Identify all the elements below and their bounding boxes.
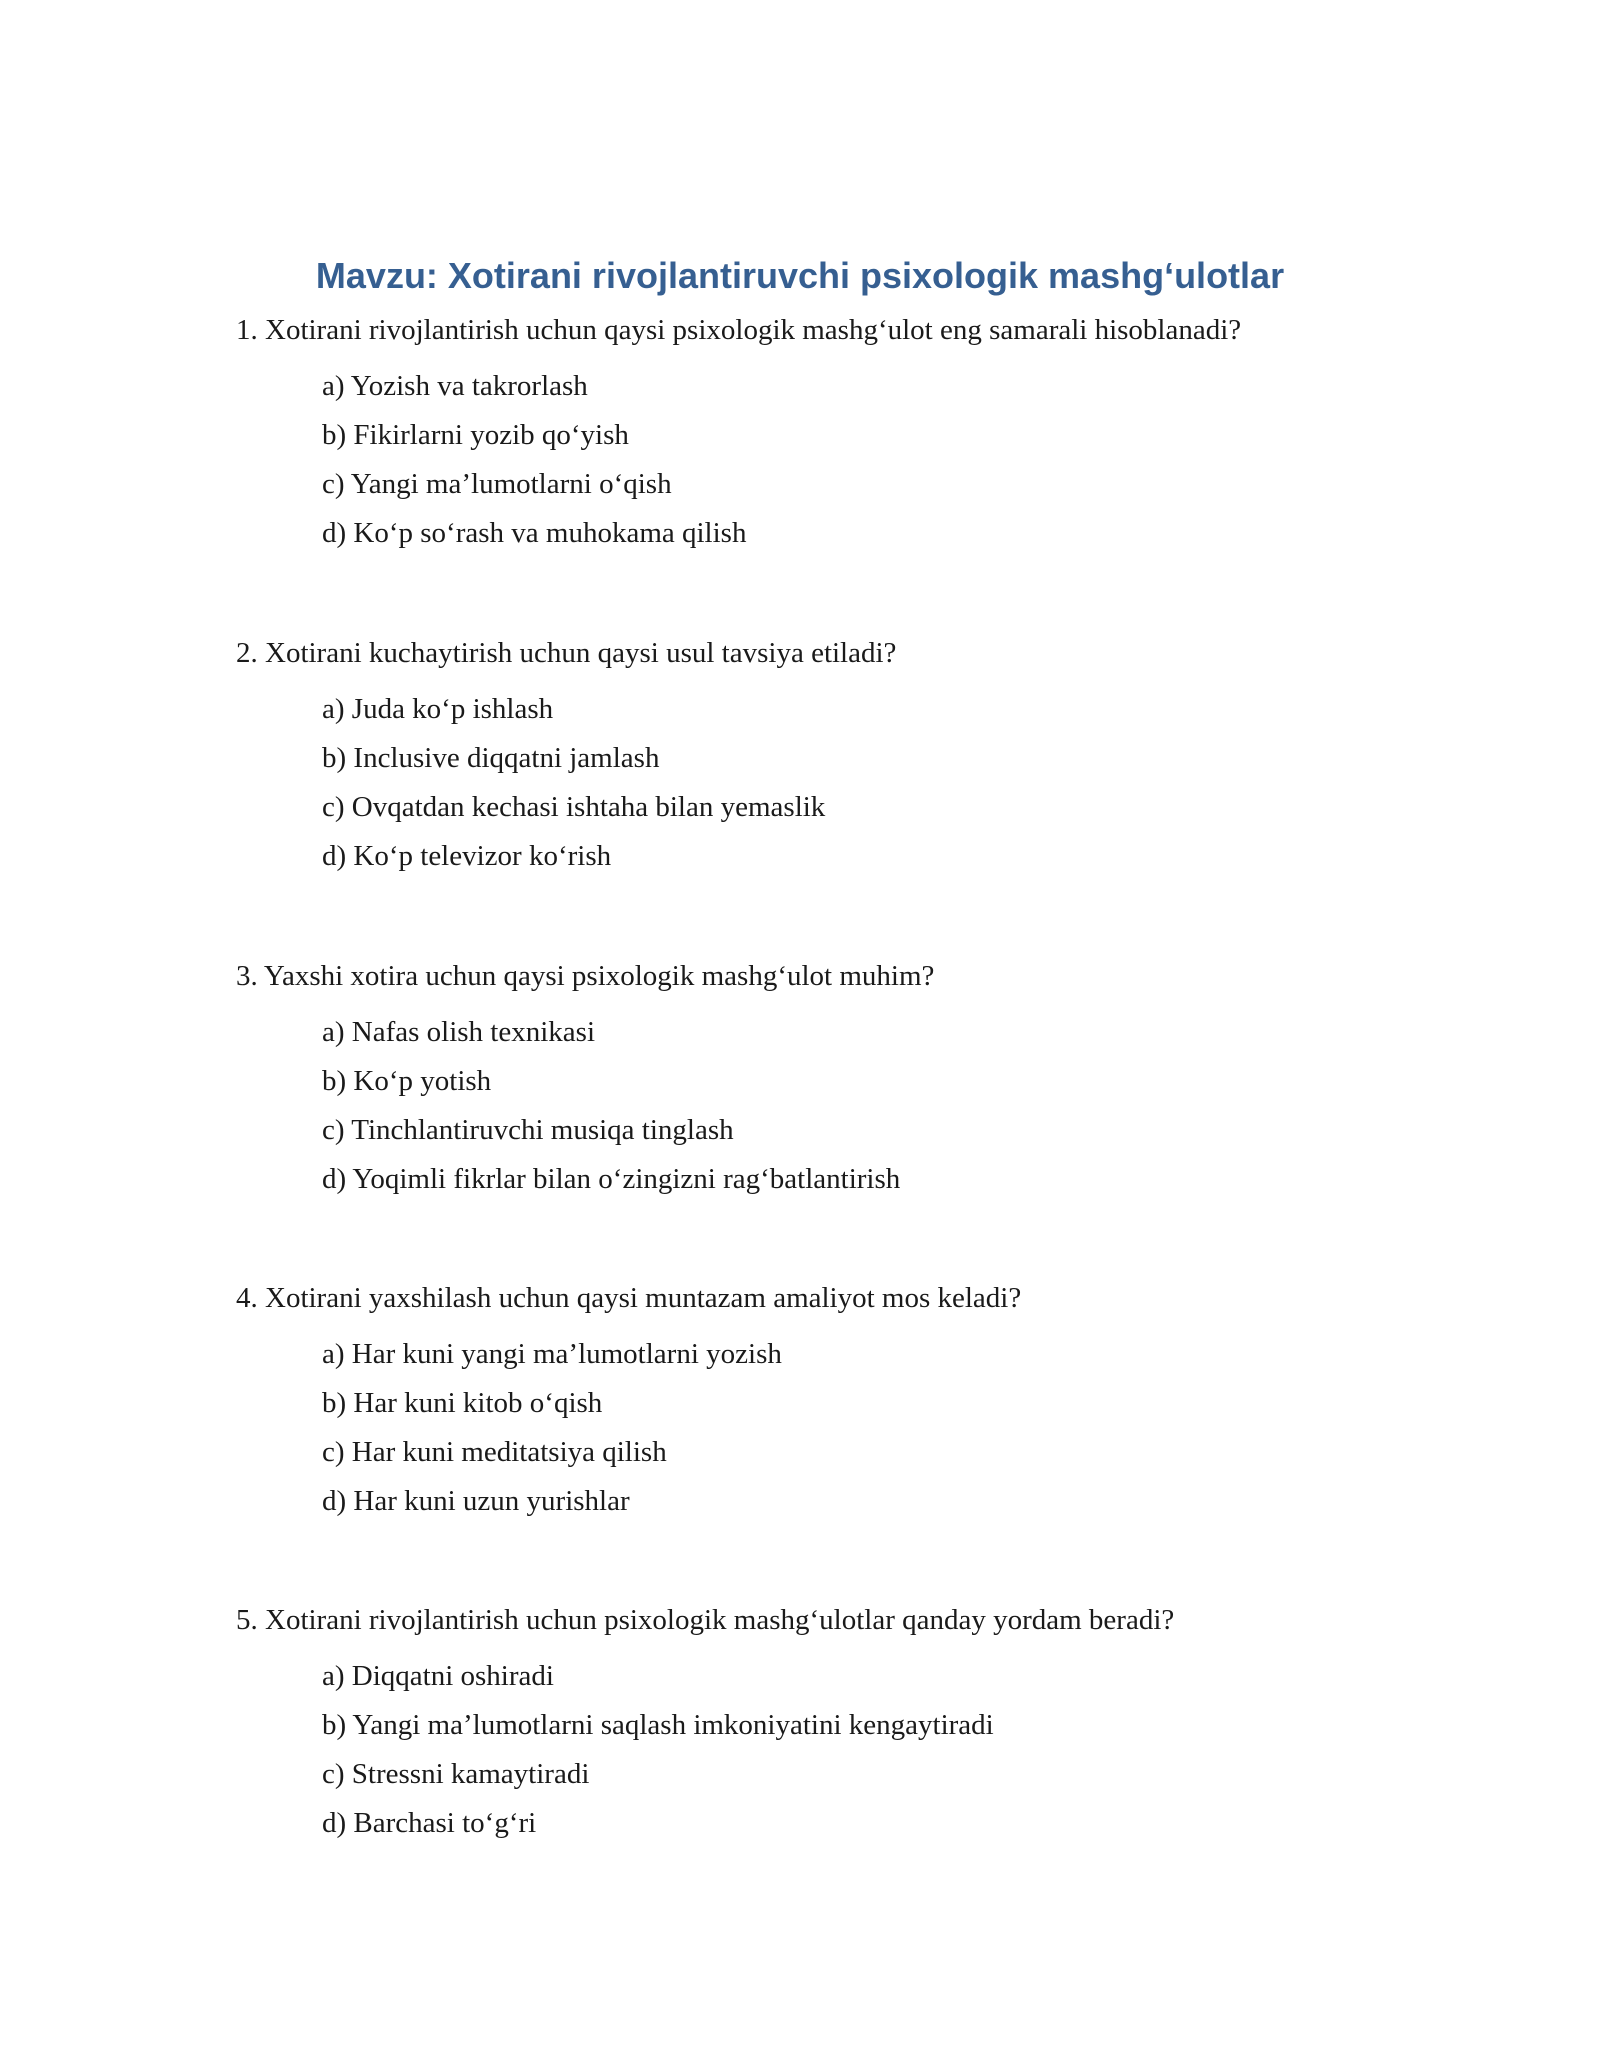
question-2-options <box>322 685 825 881</box>
question-5-option-c: c) Stressni kamaytiradi <box>322 1758 590 1790</box>
question-5-option-d: d) Barchasi to‘g‘ri <box>322 1807 537 1839</box>
question-2-option-d: d) Ko‘p televizor ko‘rish <box>322 840 612 872</box>
question-1-option-b: b) Fikirlarni yozib qo‘yish <box>322 419 629 451</box>
question-3: 3. Yaxshi xotira uchun qaysi psixologik mashg‘ulot muhim? <box>236 960 935 992</box>
question-1-option-c: c) Yangi ma’lumotlarni o‘qish <box>322 468 672 500</box>
question-1-option-a: a) Yozish va takrorlash <box>322 370 588 402</box>
question-4-option-c: c) Har kuni meditatsiya qilish <box>322 1436 667 1468</box>
question-1-option-d: d) Ko‘p so‘rash va muhokama qilish <box>322 517 747 549</box>
question-4-option-a: a) Har kuni yangi ma’lumotlarni yozish <box>322 1338 782 1370</box>
question-3-options <box>322 1008 900 1204</box>
question-3-option-b: b) Ko‘p yotish <box>322 1065 492 1097</box>
question-4-options <box>322 1330 782 1526</box>
question-5-option-b: b) Yangi ma’lumotlarni saqlash imkoniyatini kengaytiradi <box>322 1709 994 1741</box>
page-title: Mavzu: Xotirani rivojlantiruvchi psixologik mashg‘ulotlar <box>315 255 1285 296</box>
question-5: 5. Xotirani rivojlantirish uchun psixologik mashg‘ulotlar qanday yordam beradi? <box>236 1604 1175 1636</box>
question-5-options <box>322 1652 994 1848</box>
question-2-option-a: a) Juda ko‘p ishlash <box>322 693 554 725</box>
question-5-option-a: a) Diqqatni oshiradi <box>322 1660 554 1692</box>
question-3-option-d: d) Yoqimli fikrlar bilan o‘zingizni rag‘batlantirish <box>322 1163 901 1195</box>
question-2: 2. Xotirani kuchaytirish uchun qaysi usul tavsiya etiladi? <box>236 637 897 669</box>
question-1-options <box>322 362 746 558</box>
question-4-option-b: b) Har kuni kitob o‘qish <box>322 1387 603 1419</box>
question-3-option-a: a) Nafas olish texnikasi <box>322 1016 596 1048</box>
question-3-option-c: c) Tinchlantiruvchi musiqa tinglash <box>322 1114 734 1146</box>
question-4: 4. Xotirani yaxshilash uchun qaysi muntazam amaliyot mos keladi? <box>236 1282 1022 1314</box>
question-1: 1. Xotirani rivojlantirish uchun qaysi psixologik mashg‘ulot eng samarali hisoblanadi? <box>236 314 1242 346</box>
question-4-option-d: d) Har kuni uzun yurishlar <box>322 1485 630 1517</box>
question-2-option-c: c) Ovqatdan kechasi ishtaha bilan yemaslik <box>322 791 826 823</box>
question-2-option-b: b) Inclusive diqqatni jamlash <box>322 742 660 774</box>
